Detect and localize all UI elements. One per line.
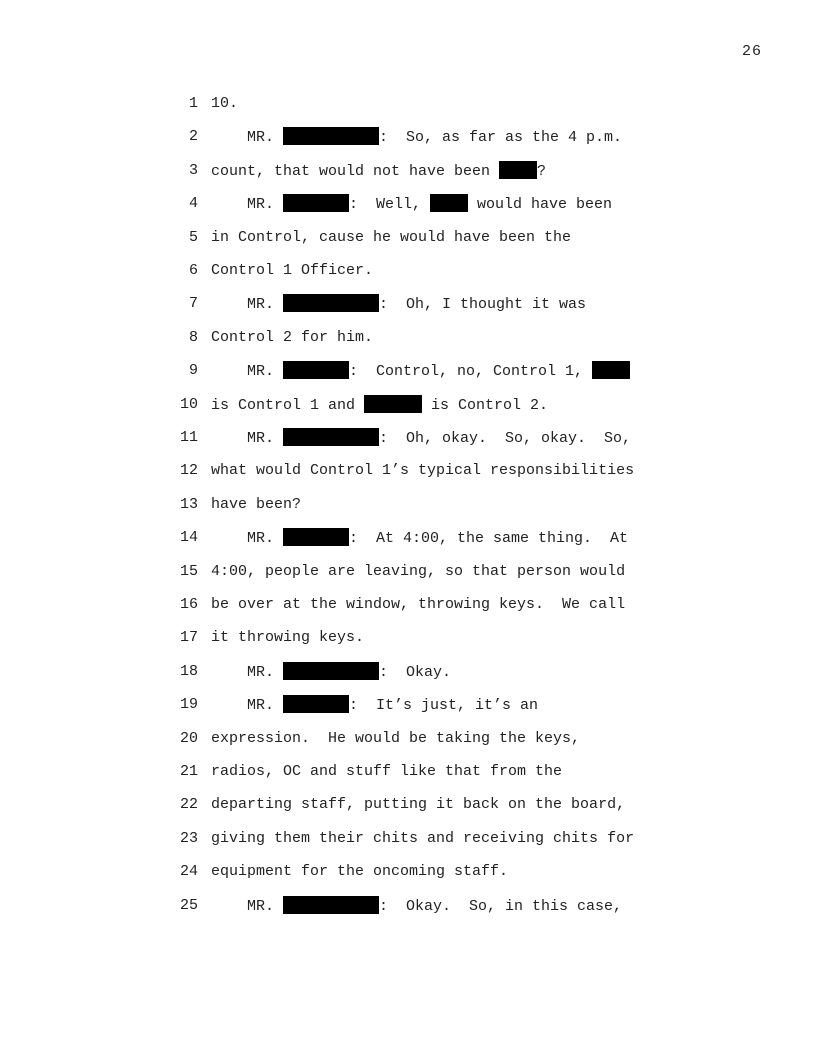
redaction-block (283, 896, 379, 914)
line-text (211, 127, 622, 148)
redaction-block (430, 194, 468, 212)
line-text-segment: : Okay. So, in this case, (379, 897, 623, 915)
redaction-block (283, 361, 349, 379)
line-text (211, 595, 625, 615)
page-number: 26 (741, 43, 762, 60)
redaction-block (592, 361, 630, 379)
line-number: 19 (179, 696, 198, 714)
line-text (211, 528, 628, 549)
line-text-segment: Control 1 Officer. (211, 262, 374, 279)
line-text (211, 294, 586, 315)
line-text-segment: : Control, no, Control 1, (349, 363, 593, 381)
line-text-segment: in Control, cause he would have been the (211, 228, 572, 246)
line-text-segment: : Oh, I thought it was (379, 296, 587, 314)
line-number: 3 (188, 161, 198, 179)
redaction-block (283, 528, 349, 546)
line-number: 2 (188, 128, 198, 146)
line-text (211, 261, 373, 281)
line-text-segment: MR. (211, 363, 284, 381)
line-text-segment: giving them their chits and receiving chits for (211, 829, 635, 847)
line-number: 6 (188, 262, 198, 279)
line-text-segment: MR. (211, 530, 284, 548)
redaction-block (283, 127, 379, 145)
line-text-segment: is Control 1 and (211, 396, 365, 414)
line-number: 23 (179, 829, 198, 847)
line-text (211, 328, 373, 348)
line-text (211, 662, 451, 683)
line-text-segment: be over at the window, throwing keys. We call (211, 596, 626, 613)
line-number: 22 (179, 796, 198, 814)
line-number: 14 (179, 529, 198, 547)
line-text-segment: equipment for the oncoming staff. (211, 863, 509, 881)
redaction-block (283, 662, 379, 680)
line-number: 5 (188, 228, 198, 246)
line-number: 13 (179, 495, 198, 513)
line-text-segment: Control 2 for him. (211, 328, 374, 346)
line-text-segment: MR. (211, 897, 284, 915)
redaction-block (499, 161, 537, 179)
redaction-block (364, 395, 422, 413)
line-text (211, 829, 634, 849)
line-text-segment: ? (537, 162, 547, 180)
line-text-segment: : Okay. (379, 663, 452, 681)
line-text (211, 896, 622, 917)
line-text-segment: : Oh, okay. So, okay. So, (379, 430, 632, 447)
redaction-block (283, 428, 379, 446)
line-text (211, 228, 571, 248)
line-number: 17 (179, 629, 198, 647)
line-number: 11 (179, 429, 198, 446)
line-text-segment: 4:00, people are leaving, so that person would (211, 562, 626, 580)
line-text-segment: MR. (211, 196, 284, 214)
line-number: 4 (188, 195, 198, 213)
line-text (211, 94, 238, 114)
line-text-segment: what would Control 1’s typical responsibilities (211, 462, 635, 480)
line-number: 7 (188, 295, 198, 313)
line-text (211, 862, 508, 882)
line-text (211, 562, 625, 582)
line-text-segment: count, that would not have been (211, 162, 500, 180)
line-text (211, 361, 630, 382)
line-text-segment: : Well, (349, 196, 431, 214)
line-text (211, 161, 546, 182)
line-number: 1 (188, 95, 198, 112)
line-number: 18 (179, 662, 198, 680)
line-number: 9 (188, 362, 198, 380)
line-text (211, 461, 634, 481)
line-text (211, 395, 548, 416)
line-text (211, 695, 538, 716)
line-number: 20 (179, 729, 198, 747)
line-text-segment: have been? (211, 495, 302, 513)
line-text-segment: MR. (211, 129, 284, 147)
line-text (211, 428, 631, 449)
line-text (211, 495, 301, 515)
line-number: 16 (179, 596, 198, 613)
line-text-segment: radios, OC and stuff like that from the (211, 763, 563, 780)
line-text (211, 729, 580, 749)
line-text-segment: departing staff, putting it back on the board, (211, 796, 626, 814)
line-text-segment: MR. (211, 697, 284, 715)
line-number: 24 (179, 863, 198, 881)
line-text-segment: : So, as far as the 4 p.m. (379, 129, 623, 147)
line-text-segment: MR. (211, 430, 284, 447)
line-text-segment: is Control 2. (422, 396, 549, 414)
line-text-segment: MR. (211, 663, 284, 681)
line-text-segment: would have been (468, 196, 613, 214)
redaction-block (283, 294, 379, 312)
line-text (211, 795, 625, 815)
line-text-segment: : At 4:00, the same thing. At (349, 530, 629, 548)
line-number: 21 (179, 763, 198, 780)
line-text (211, 762, 562, 782)
line-number: 8 (188, 328, 198, 346)
line-text-segment: : It’s just, it’s an (349, 697, 539, 715)
line-number: 25 (179, 896, 198, 914)
redaction-block (283, 695, 349, 713)
line-number: 12 (179, 462, 198, 480)
redaction-block (283, 194, 349, 212)
line-text (211, 194, 612, 215)
line-number: 10 (179, 395, 198, 413)
line-text-segment: MR. (211, 296, 284, 314)
line-text-segment: it throwing keys. (211, 629, 365, 647)
line-text-segment: expression. He would be taking the keys, (211, 729, 581, 747)
line-text-segment: 10. (211, 95, 239, 112)
line-text (211, 628, 364, 648)
line-number: 15 (179, 562, 198, 580)
